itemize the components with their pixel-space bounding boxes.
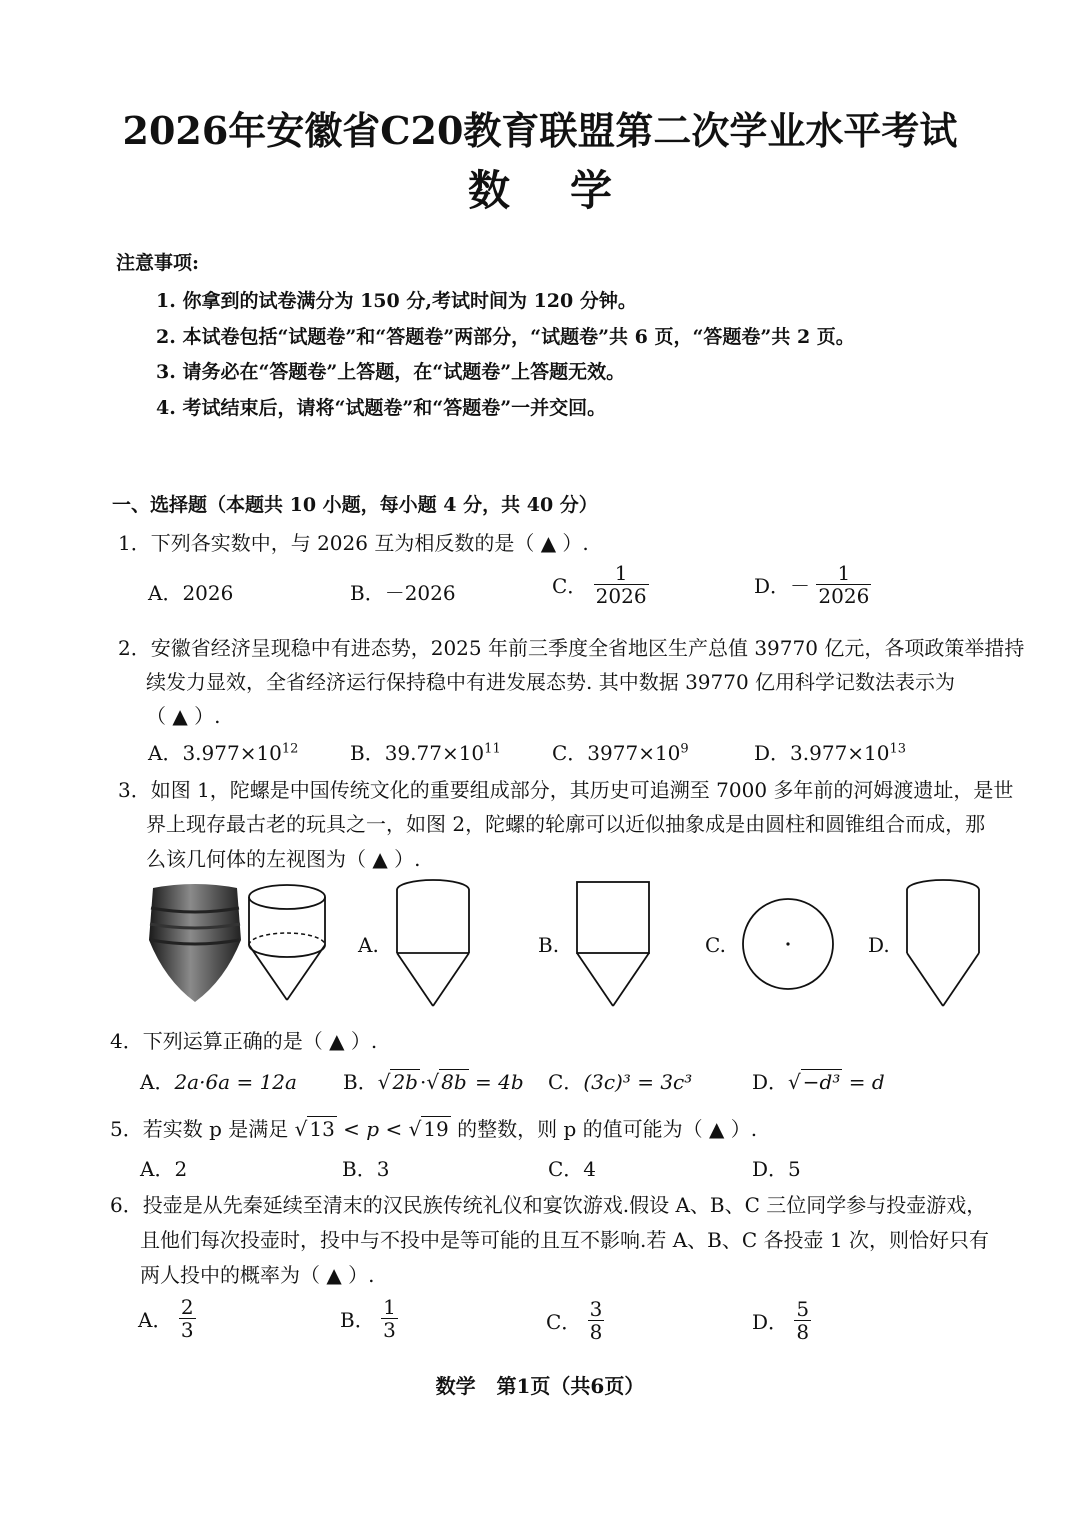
q4-option-c: C．(3c)³ = 3c³ xyxy=(548,1070,693,1094)
q6-option-b: B． $\frac{1}{3}$ xyxy=(340,1295,396,1342)
q6-c-numerator: 3 xyxy=(589,1297,603,1321)
q3-option-d-figure xyxy=(903,878,983,1010)
q3-option-d-label: D. xyxy=(868,933,890,957)
question-3-line1: 3．如图 1，陀螺是中国传统文化的重要组成部分，其历史可追溯至 7000 多年前的河姆渡遗址，是世 xyxy=(118,778,1014,802)
section-heading: 一、选择题（本题共 10 小题，每小题 4 分，共 40 分） xyxy=(112,494,598,516)
question-3-line3: 么该几何体的左视图为（ ▲ ）. xyxy=(146,847,421,871)
q1-option-b: B．－2026 xyxy=(350,581,456,605)
q6-a-denominator: 3 xyxy=(180,1318,194,1342)
q6-d-numerator: 5 xyxy=(796,1297,810,1321)
q3-option-b-label: B. xyxy=(538,933,560,957)
cylinder-cone-figure xyxy=(245,880,330,1005)
q5-option-b: B．3 xyxy=(342,1157,390,1181)
q6-option-a: A． $\frac{2}{3}$ xyxy=(138,1295,194,1342)
q6-a-numerator: 2 xyxy=(180,1295,194,1319)
question-5-stem: 5．若实数 p 是满足 √ 13 < p < √ 19 的整数，则 p 的值可能为（ ▲ ）. xyxy=(110,1117,758,1141)
question-2-line1: 2．安徽省经济呈现稳中有进态势，2025 年前三季度全省地区生产总值 39770 亿元，各项政策举措持 xyxy=(118,636,1025,660)
question-6-line1: 6．投壶是从先秦延续至清末的汉民族传统礼仪和宴饮游戏.假设 A、B、C 三位同学参与投壶游戏， xyxy=(110,1193,987,1217)
q6-option-d: D． $\frac{5}{8}$ xyxy=(752,1297,810,1344)
q3-option-c-label: C. xyxy=(705,933,726,957)
q5-option-a: A．2 xyxy=(140,1157,188,1181)
notes-heading: 注意事项: xyxy=(116,252,200,274)
q2-option-d: D．$3.977\times 10^{13}$ xyxy=(754,741,907,765)
q3-option-a-figure xyxy=(393,878,473,1008)
q6-d-denominator: 8 xyxy=(796,1320,810,1344)
q5-option-c: C．4 xyxy=(548,1157,597,1181)
q1-option-a: A．2026 xyxy=(148,581,234,605)
q2-option-a: A．$3.977\times 10^{12}$ xyxy=(148,741,299,765)
q6-b-denominator: 3 xyxy=(383,1318,396,1342)
q3-option-a-label: A. xyxy=(358,933,379,957)
q1-option-d xyxy=(754,562,871,607)
q1-c-numerator: 1 xyxy=(594,562,649,585)
question-2-line2: 续发力显效，全省经济运行保持稳中有进发展态势. 其中数据 39770 亿用科学记数法表示为 xyxy=(146,670,956,694)
q1-option-c xyxy=(552,562,649,607)
q1-option-c-label: C． xyxy=(552,574,588,598)
q5-option-d: D．5 xyxy=(752,1157,801,1181)
question-2-line3: （ ▲ ）. xyxy=(146,704,221,728)
q4-option-a: A．2a·6a = 12a xyxy=(140,1070,297,1094)
q3-option-c-figure xyxy=(740,896,836,992)
note-item: 2. 本试卷包括“试题卷”和“答题卷”两部分，“试题卷”共 6 页，“答题卷”共 2 页。 xyxy=(156,326,855,348)
note-item: 1. 你拿到的试卷满分为 150 分,考试时间为 120 分钟。 xyxy=(156,290,637,312)
q1-d-denominator: 2026 xyxy=(818,584,870,608)
question-3-line2: 界上现存最古老的玩具之一，如图 2，陀螺的轮廓可以近似抽象成是由圆柱和圆锥组合而成，那 xyxy=(146,812,986,836)
q6-option-c: C． $\frac{3}{8}$ xyxy=(546,1297,603,1344)
exam-title: 2026年安徽省C20教育联盟第二次学业水平考试 xyxy=(122,108,958,153)
note-item: 4. 考试结束后，请将“试题卷”和“答题卷”一并交回。 xyxy=(156,397,607,419)
q1-d-numerator: 1 xyxy=(816,562,871,585)
page-footer: 数学 第1页（共6页） xyxy=(435,1374,645,1398)
question-4-stem: 4．下列运算正确的是（ ▲ ）. xyxy=(110,1029,378,1053)
q3-option-b-figure xyxy=(573,878,653,1008)
q6-b-numerator: 1 xyxy=(383,1295,396,1319)
question-6-line2: 且他们每次投壶时，投中与不投中是等可能的且互不影响.若 A、B、C 各投壶 1 次，则恰好只有 xyxy=(140,1228,989,1252)
question-6-line3: 两人投中的概率为（ ▲ ）. xyxy=(140,1263,375,1287)
subject-title: 数学 xyxy=(467,166,672,215)
note-item: 3. 请务必在“答题卷”上答题，在“试题卷”上答题无效。 xyxy=(156,361,626,383)
spinning-top-photo xyxy=(145,880,245,1005)
q2-option-b: B．$39.77\times 10^{11}$ xyxy=(350,741,501,765)
question-1-stem: 1．下列各实数中，与 2026 互为相反数的是（ ▲ ）. xyxy=(118,531,589,555)
q4-option-d: D．√ −d³ = d xyxy=(752,1070,885,1094)
q1-option-d-label: D．－ xyxy=(754,574,811,598)
q4-option-b: B．√ 2b ·√ 8b = 4b xyxy=(343,1070,524,1094)
q6-c-denominator: 8 xyxy=(589,1320,603,1344)
q1-c-denominator: 2026 xyxy=(595,584,647,608)
q2-option-c: C．$3977\times 10^9$ xyxy=(552,741,689,765)
